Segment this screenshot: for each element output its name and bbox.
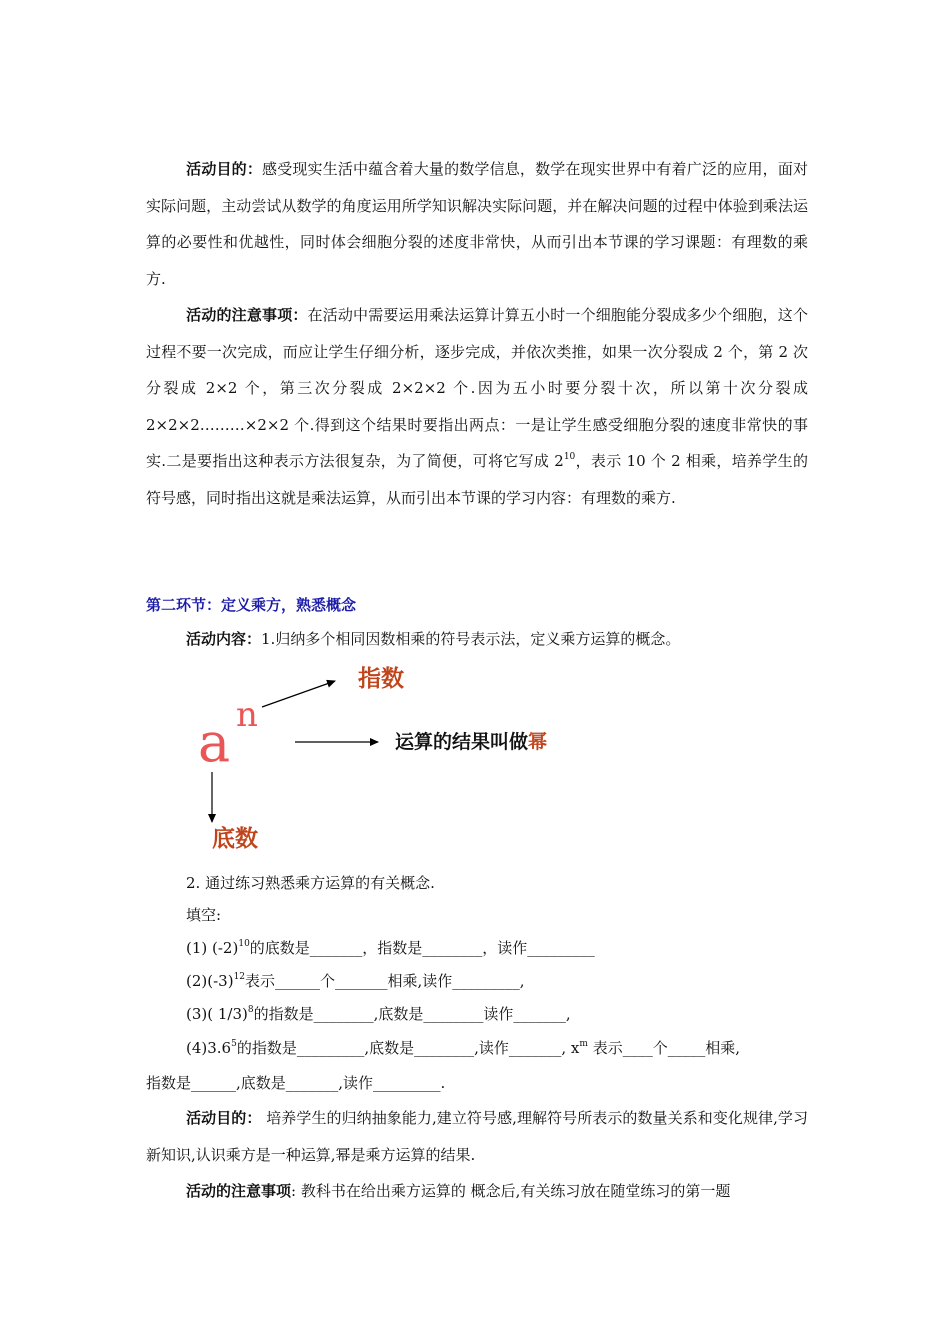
activity-notes-text: 在活动中需要运用乘法运算计算五小时一个细胞能分裂成多少个细胞，这个过程不要一次完成，而应让学生仔细分析，逐步完成，并依次类推，如果一次分裂成 2 个，第 2 次分裂成 2×2 个，第三次分裂成 2×2×2 个.因为五小时要分裂十次，所以第十次分裂成 2×2×2………×2×2 个.得到这个结果时要指出两点：一是让学生感受细胞分裂的速度非常快的事实.二是要指出这种表示方法很复杂，为了简便，可将它写成 2 <box>146 306 808 470</box>
exercise-q2 <box>186 970 856 991</box>
base-label: 底数 <box>212 826 258 852</box>
q1-pre: (1) (-2) <box>186 939 239 957</box>
q4-mid: 的指数是_________,底数是________,读作_______, x <box>236 1039 580 1057</box>
exercise-q4 <box>186 1037 856 1058</box>
section-title: 第二环节：定义乘方，熟悉概念 <box>146 596 357 614</box>
q4-exponent-m: m <box>579 1039 588 1049</box>
activity-content-label: 活动内容： <box>186 630 262 648</box>
activity-purpose-2-paragraph <box>146 1100 808 1173</box>
activity-notes-label: 活动的注意事项： <box>186 306 308 324</box>
activity-notes-2-text: : 教科书在给出乘方运算的 概念后,有关练习放在随堂练习的第一题 <box>291 1182 731 1200</box>
q2-post: 表示______个_______相乘,读作_________, <box>245 972 525 990</box>
q3-pre: (3)( 1/3) <box>186 1005 248 1023</box>
fill-in-label: 填空: <box>186 906 222 924</box>
q2-pre: (2)(-3) <box>186 972 234 990</box>
q4-pre: (4)3.6 <box>186 1039 232 1057</box>
activity-notes-2-label: 活动的注意事项 <box>186 1182 292 1200</box>
activity-notes-2-paragraph <box>146 1173 808 1210</box>
exponent-symbol: n <box>236 695 258 735</box>
q4-exponent: 5 <box>231 1039 237 1049</box>
result-label-text: 运算的结果叫做 <box>395 731 529 753</box>
base-symbol: a <box>198 711 231 774</box>
exercise-q3 <box>186 1003 856 1024</box>
activity-purpose-2-label: 活动目的： <box>186 1109 262 1127</box>
q3-post: 的指数是________,底数是________读作_______, <box>253 1005 571 1023</box>
q1-post: 的底数是_______，指数是________，读作_________ <box>249 939 595 957</box>
q1-exponent: 10 <box>238 939 250 949</box>
power-exponent: 10 <box>563 452 576 462</box>
q4-post: 表示____个_____相乘, <box>587 1039 740 1057</box>
result-label <box>395 733 547 752</box>
exercise-intro: 2. 通过练习熟悉乘方运算的有关概念. <box>186 874 435 892</box>
q3-exponent: 8 <box>247 1005 254 1015</box>
exercise-q4-continued: 指数是______,底数是_______,读作_________. <box>146 1074 446 1092</box>
activity-purpose-label: 活动目的： <box>186 160 263 178</box>
activity-content-text: 1.归纳多个相同因数相乘的符号表示法，定义乘方运算的概念。 <box>261 630 681 648</box>
result-label-highlight: 幂 <box>528 731 548 753</box>
activity-purpose-2-text: 培养学生的归纳抽象能力,建立符号感,理解符号所表示的数量关系和变化规律,学习新知识,认识乘方是一种运算,幂是乘方运算的结果. <box>146 1109 808 1164</box>
activity-notes-text-end: ，表示 10 个 2 相乘，培养学生的符号感，同时指出这就是乘法运算，从而引出本节课的学习内容：有理数的乘方. <box>146 452 808 507</box>
exercise-q1 <box>186 937 856 958</box>
q2-exponent: 12 <box>233 972 246 982</box>
activity-purpose-text: 感受现实生活中蕴含着大量的数学信息，数学在现实世界中有着广泛的应用，面对实际问题，主动尝试从数学的角度运用所学知识解决实际问题，并在解决问题的过程中体验到乘法运算的必要性和优越性，同时体会细胞分裂的述度非常快，从而引出本节课的学习课题：有理数的乘方. <box>146 160 808 288</box>
exponent-label: 指数 <box>358 666 404 692</box>
exponent-arrow <box>262 681 335 707</box>
